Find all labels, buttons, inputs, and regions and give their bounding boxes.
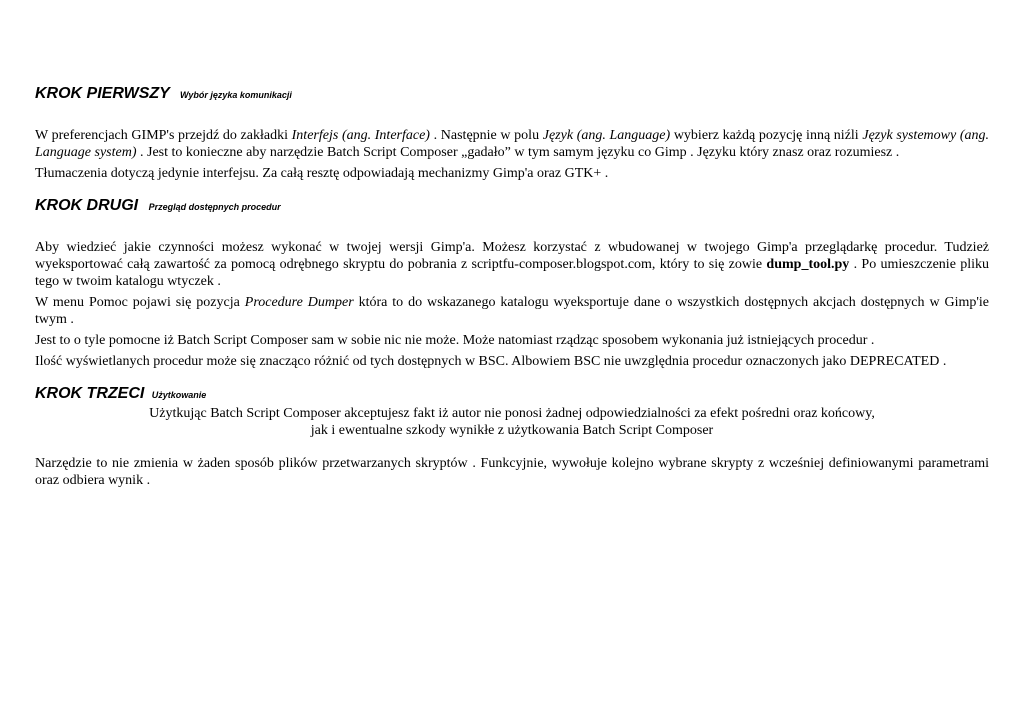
text-run: Aby wiedzieć jakie czynności możesz wykonać w twojej wersji Gimp'a. Możesz korzystać z wbudowanej w twojego Gimp'a przeglądarkę procedur. Tudzież wyeksportować całą zawartość za pomocą odrębnego skryptu do pobrania z scriptfu-composer.blogspot.com, który to się zowie — [35, 240, 989, 272]
text-run: . Jest to konieczne aby narzędzie Batch Script Composer „gadało” w tym samym języku co Gimp . Języku który znasz oraz rozumiesz . — [136, 145, 900, 160]
italic-run: Interfejs (ang. Interface) — [291, 128, 430, 143]
italic-run: Język (ang. Language) — [542, 128, 671, 143]
step-1-subtitle: Wybór języka komunikacji — [180, 90, 292, 100]
text-run: W menu Pomoc pojawi się pozycja — [35, 295, 245, 310]
text-run: która to do wskazanego katalogu wyeksportuje dane o wszystkich dostępnych akcjach dostępnych w Gimp'ie twym . — [35, 295, 990, 327]
step-2-paragraph-1 — [35, 239, 989, 290]
step-3-heading — [35, 384, 989, 405]
disclaimer-line-1: Użytkując Batch Script Composer akceptujesz fakt iż autor nie ponosi żadnej odpowiedzialności za efekt pośredni oraz końcowy, — [149, 406, 875, 421]
text-run: wybierz każdą pozycję inną niźli — [670, 128, 863, 143]
step-3-title: KROK TRZECI — [35, 385, 145, 402]
step-1-heading — [35, 84, 989, 105]
step-2-paragraph-3: Jest to o tyle pomocne iż Batch Script Composer sam w sobie nic nie może. Może natomiast rządząc sposobem wykonania już istniejących procedur . — [35, 333, 875, 348]
step-2-heading — [35, 196, 989, 217]
bold-filename: dump_tool.py — [766, 257, 850, 272]
step-2-paragraph-2 — [35, 294, 989, 328]
text-run: . Następnie w polu — [429, 128, 543, 143]
document-content — [35, 84, 989, 489]
step-3-paragraph-1: Narzędzie to nie zmienia w żaden sposób plików przetwarzanych skryptów . Funkcyjnie, wywołuje kolejno wybrane skrypty z wcześniej definiowanymi parametrami oraz odbiera wynik . — [35, 456, 989, 488]
italic-run: Procedure Dumper — [244, 295, 354, 310]
step-3-subtitle: Użytkowanie — [151, 390, 207, 400]
disclaimer-line-2: jak i ewentualne szkody wynikłe z użytkowania Batch Script Composer — [310, 423, 714, 438]
text-run: W preferencjach GIMP's przejdź do zakładki — [35, 128, 292, 143]
step-2-subtitle: Przegląd dostępnych procedur — [148, 202, 281, 212]
step-2-paragraph-4: Ilość wyświetlanych procedur może się znacząco różnić od tych dostępnych w BSC. Albowiem BSC nie uwzględnia procedur oznaczonych jako DEPRECATED . — [35, 354, 947, 369]
text-run: . Po umieszczenie pliku tego w twoim katalogu wtyczek . — [35, 257, 989, 289]
step-1-title: KROK PIERWSZY — [35, 85, 170, 102]
italic-run: Język systemowy (ang. Language system) — [35, 128, 990, 160]
step-1-paragraph-1 — [35, 127, 989, 161]
step-1-paragraph-2: Tłumaczenia dotyczą jedynie interfejsu. Za całą resztę odpowiadają mechanizmy Gimp'a oraz GTK+ . — [35, 166, 609, 181]
step-2-title: KROK DRUGI — [35, 197, 139, 214]
